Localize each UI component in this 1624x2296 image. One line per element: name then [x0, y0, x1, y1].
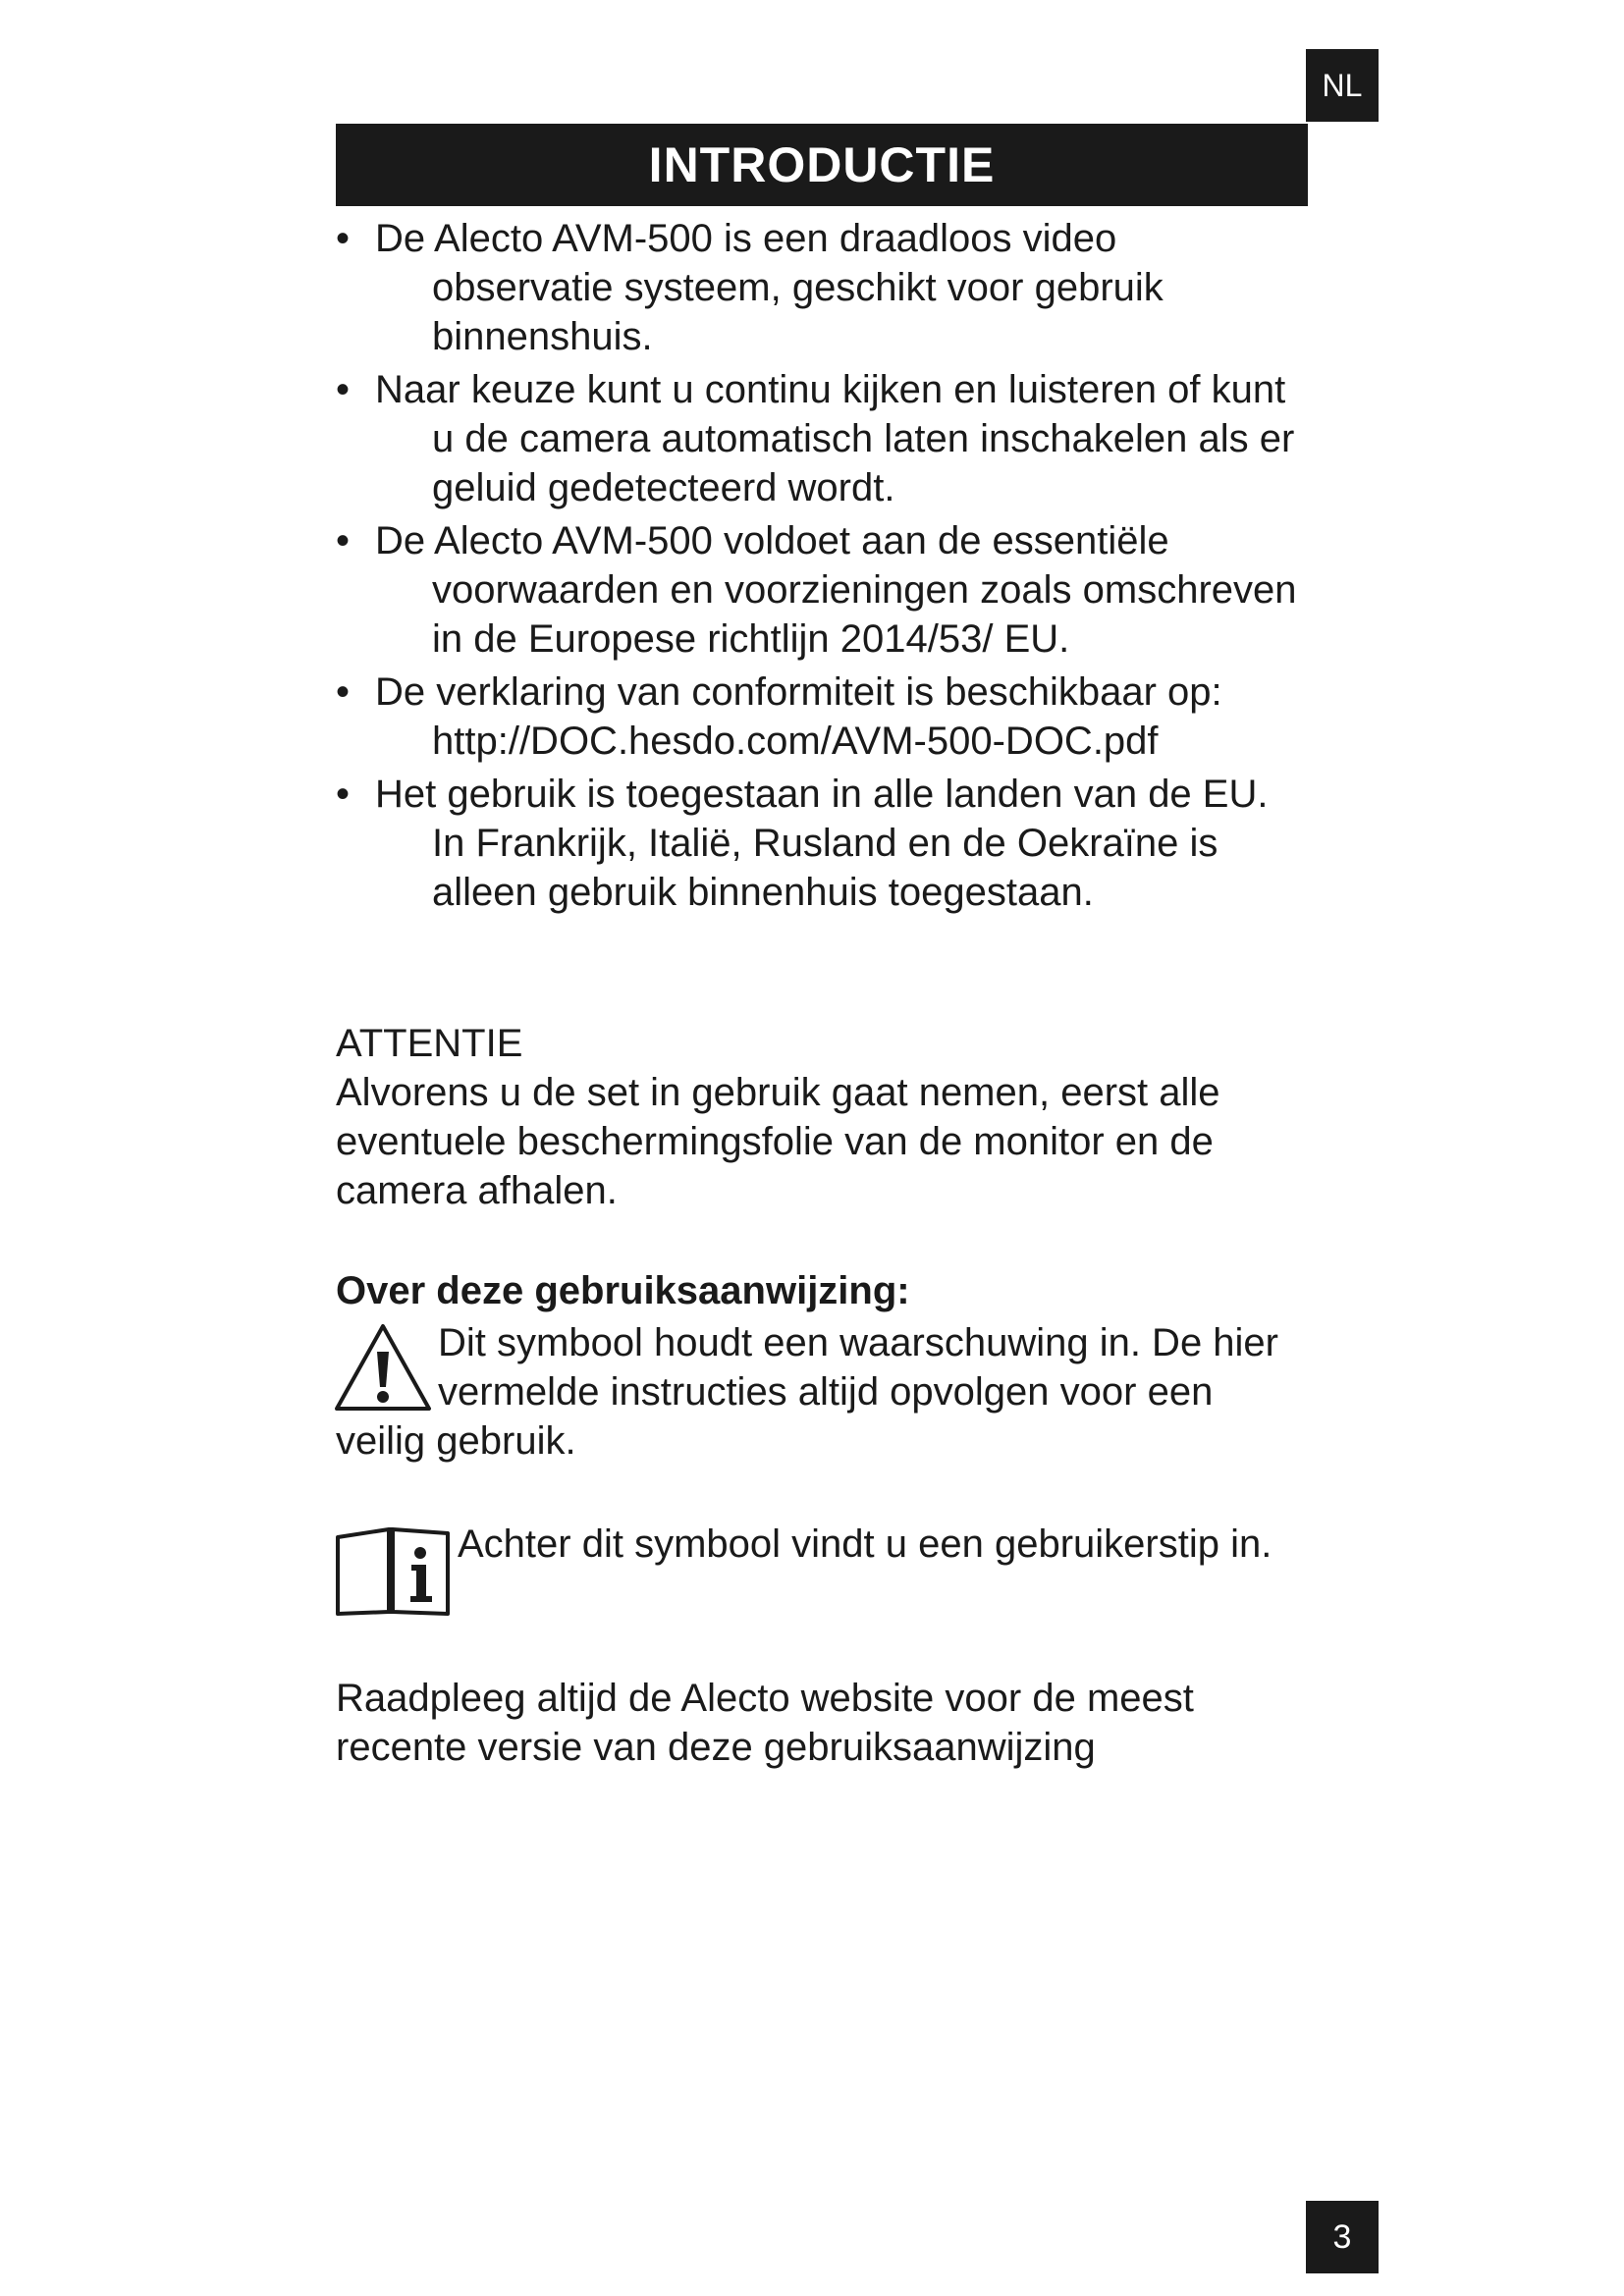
list-item-text: De Alecto AVM-500 voldoet aan de essentiële voorwaarden en voorzieningen zoals omschreven in de Europese richtlijn 2014/53/ EU.	[375, 519, 1297, 661]
list-item	[336, 770, 1298, 917]
info-book-icon	[334, 1525, 452, 1618]
bullet-marker: •	[336, 773, 351, 816]
tip-note	[336, 1520, 1298, 1618]
bullet-marker: •	[336, 519, 351, 562]
bullet-marker: •	[336, 670, 351, 714]
warning-text: Dit symbool houdt een waarschuwing in. De hier vermelde instructies altijd opvolgen voor een veilig gebruik.	[336, 1321, 1278, 1463]
bullet-marker: •	[336, 217, 351, 260]
language-tab: NL	[1306, 49, 1379, 122]
intro-bullet-list	[336, 214, 1298, 921]
list-item	[336, 667, 1298, 766]
list-item	[336, 516, 1298, 664]
page-title: INTRODUCTIE	[336, 124, 1308, 206]
website-note: Raadpleeg altijd de Alecto website voor de meest recente versie van deze gebruiksaanwijzing	[336, 1677, 1194, 1769]
list-item-text: De verklaring van conformiteit is beschikbaar op: http://DOC.hesdo.com/AVM-500-DOC.pdf	[375, 670, 1222, 763]
warning-note	[336, 1318, 1298, 1466]
attentie-section	[336, 1019, 1298, 1215]
attentie-heading: ATTENTIE	[336, 1022, 523, 1065]
list-item-text: Naar keuze kunt u continu kijken en luisteren of kunt u de camera automatisch laten inschakelen als er geluid gedetecteerd wordt.	[375, 368, 1295, 509]
tip-text: Achter dit symbool vindt u een gebruikerstip in.	[458, 1522, 1272, 1566]
list-item-text: Het gebruik is toegestaan in alle landen van de EU. In Frankrijk, Italië, Rusland en de Oekraïne is alleen gebruik binnenhuis toegestaan.	[375, 773, 1269, 914]
list-item	[336, 365, 1298, 512]
list-item	[336, 214, 1298, 361]
attentie-body: Alvorens u de set in gebruik gaat nemen, eerst alle eventuele beschermingsfolie van de monitor en de camera afhalen.	[336, 1071, 1220, 1212]
about-heading: Over deze gebruiksaanwijzing:	[336, 1269, 910, 1312]
warning-triangle-icon	[334, 1322, 432, 1413]
page-number: 3	[1306, 2201, 1379, 2273]
list-item-text: De Alecto AVM-500 is een draadloos video observatie systeem, geschikt voor gebruik binnenshuis.	[375, 217, 1164, 358]
bullet-marker: •	[336, 368, 351, 411]
